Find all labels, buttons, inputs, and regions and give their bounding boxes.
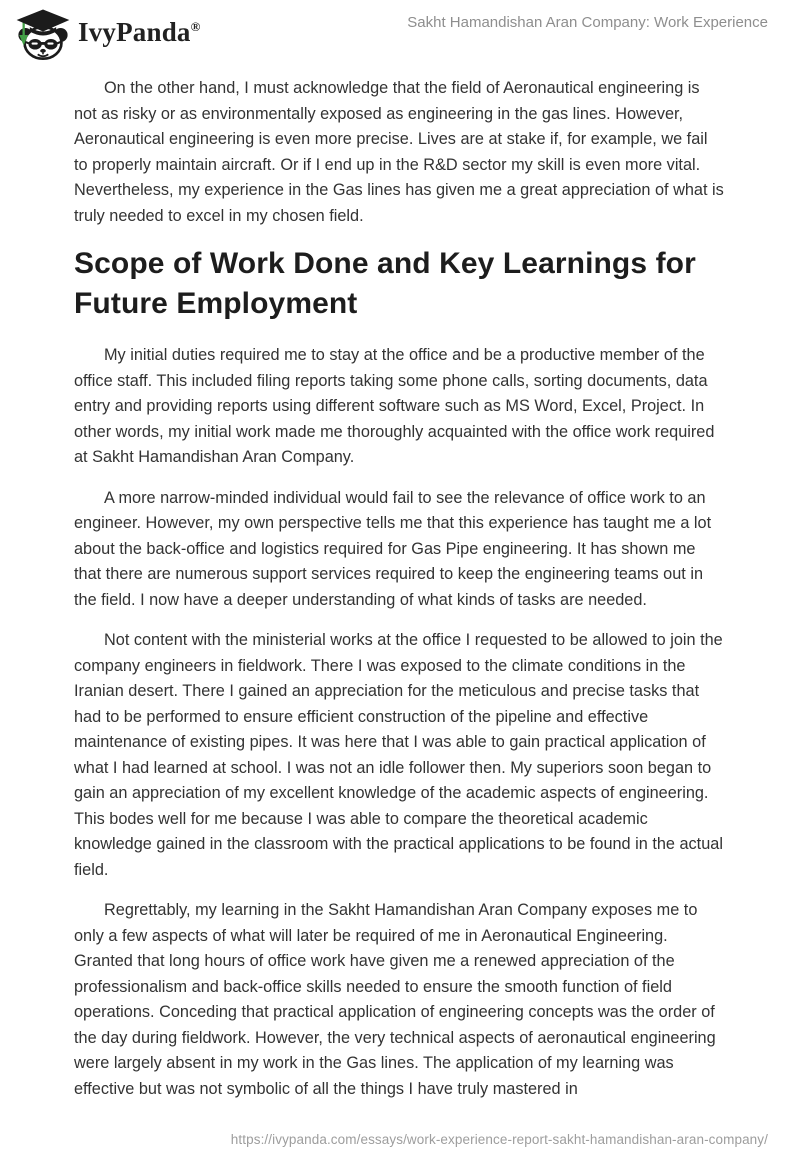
essay-paragraph: A more narrow-minded individual would fail to see the relevance of office work to an engineer. However, my own perspective tells me that this experience has taught me a lot about the back-office and logistics required for Gas Pipe engineering. It has shown me that there are numerous support services required to keep the engineering teams out in the field. I now have a deeper understanding of what kinds of tasks are needed. xyxy=(74,488,712,609)
panda-graduate-icon xyxy=(14,8,72,62)
essay-paragraph: Regrettably, my learning in the Sakht Hamandishan Aran Company exposes me to only a few aspects of what will later be required of me in Aeronautical Engineering. Granted that long hours of office work have given me a renewed appreciation of the professionalism and back-office skills needed to ensure the smooth function of field operations. Conceding that practical application of engineering concepts was the order of the day during fieldwork. However, the very technical aspects of aeronautical engineering were largely absent in my work in the Gas lines. The application of my learning was effective but was not symbolic of all the things I have truly mastered in xyxy=(74,901,716,1098)
essay-paragraph: My initial duties required me to stay at the office and be a productive member of the office staff. This included filing reports taking some phone calls, sorting documents, data entry and providing reports using different software such as MS Word, Excel, Project. In other words, my initial work made me thoroughly acquainted with the office work required at Sakht Hamandishan Aran Company. xyxy=(74,346,715,466)
essay-content xyxy=(0,64,800,1102)
page-header xyxy=(0,0,800,64)
essay-paragraph: Not content with the ministerial works at the office I requested to be allowed to join the company engineers in fieldwork. There I was exposed to the climate conditions in the Iranian desert. There I gained an appreciation for the meticulous and precise tasks that had to be performed to ensure efficient construction of the pipeline and effective maintenance of existing pipes. It was here that I was able to gain practical application of what I had learned at school. I was not an idle follower then. My superiors soon began to gain an appreciation of my excellent knowledge of the academic aspects of engineering. This bodes well for me because I was able to compare the theoretical academic knowledge gained in the classroom with the practical applications to be found in the actual field. xyxy=(74,631,723,879)
section-heading: Scope of Work Done and Key Learnings for Future Employment xyxy=(74,247,696,320)
registered-trademark-symbol: ® xyxy=(190,18,201,34)
ivypanda-logo xyxy=(14,6,201,64)
source-url[interactable]: https://ivypanda.com/essays/work-experience-report-sakht-hamandishan-aran-company/ xyxy=(230,1132,768,1147)
essay-paragraph: On the other hand, I must acknowledge that the field of Aeronautical engineering is not as risky or as environmentally exposed as engineering in the gas lines. However, Aeronautical engineering is even more precise. Lives are at stake if, for example, we fail to properly maintain aircraft. Or if I end up in the R&D sector my skill is even more vital. Nevertheless, my experience in the Gas lines has given me a great appreciation of what is truly needed to excel in my chosen field. xyxy=(74,79,724,225)
brand-name[interactable]: IvyPanda® xyxy=(78,16,201,47)
document-header-title: Sakht Hamandishan Aran Company: Work Experience xyxy=(407,14,768,31)
